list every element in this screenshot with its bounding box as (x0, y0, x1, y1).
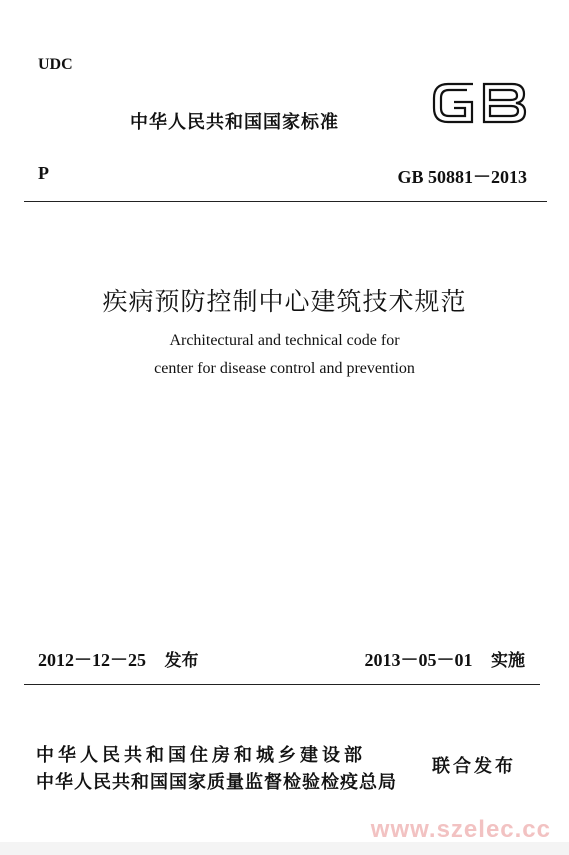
top-divider (24, 201, 547, 202)
watermark-text: www.szelec.cc (370, 816, 551, 843)
issuer-line1: 中华人民共和国住房和城乡建设部 (36, 745, 366, 766)
standard-number: GB 50881－2013 (397, 167, 527, 187)
joint-issue-label: 联合发布 (432, 756, 516, 777)
standard-type-label: 中华人民共和国国家标准 (130, 112, 339, 133)
issue-label: 发布 (164, 651, 199, 671)
gb-logo-icon (428, 76, 530, 130)
issue-date: 2012－12－25 (38, 650, 146, 670)
bottom-divider (24, 684, 540, 685)
effective-label: 实施 (491, 651, 525, 671)
issuer-line2: 中华人民共和国国家质量监督检验检疫总局 (36, 772, 397, 793)
effective-date: 2013－05－01 (364, 650, 473, 670)
udc-label: UDC (38, 56, 73, 73)
title-english-line2: center for disease control and prevention (154, 360, 415, 377)
category-code: P (38, 163, 49, 183)
effective-date-block (365, 646, 526, 672)
title-chinese: 疾病预防控制中心建筑技术规范 (102, 287, 467, 316)
issue-date-block (38, 646, 199, 672)
title-english-line1: Architectural and technical code for (169, 332, 400, 349)
